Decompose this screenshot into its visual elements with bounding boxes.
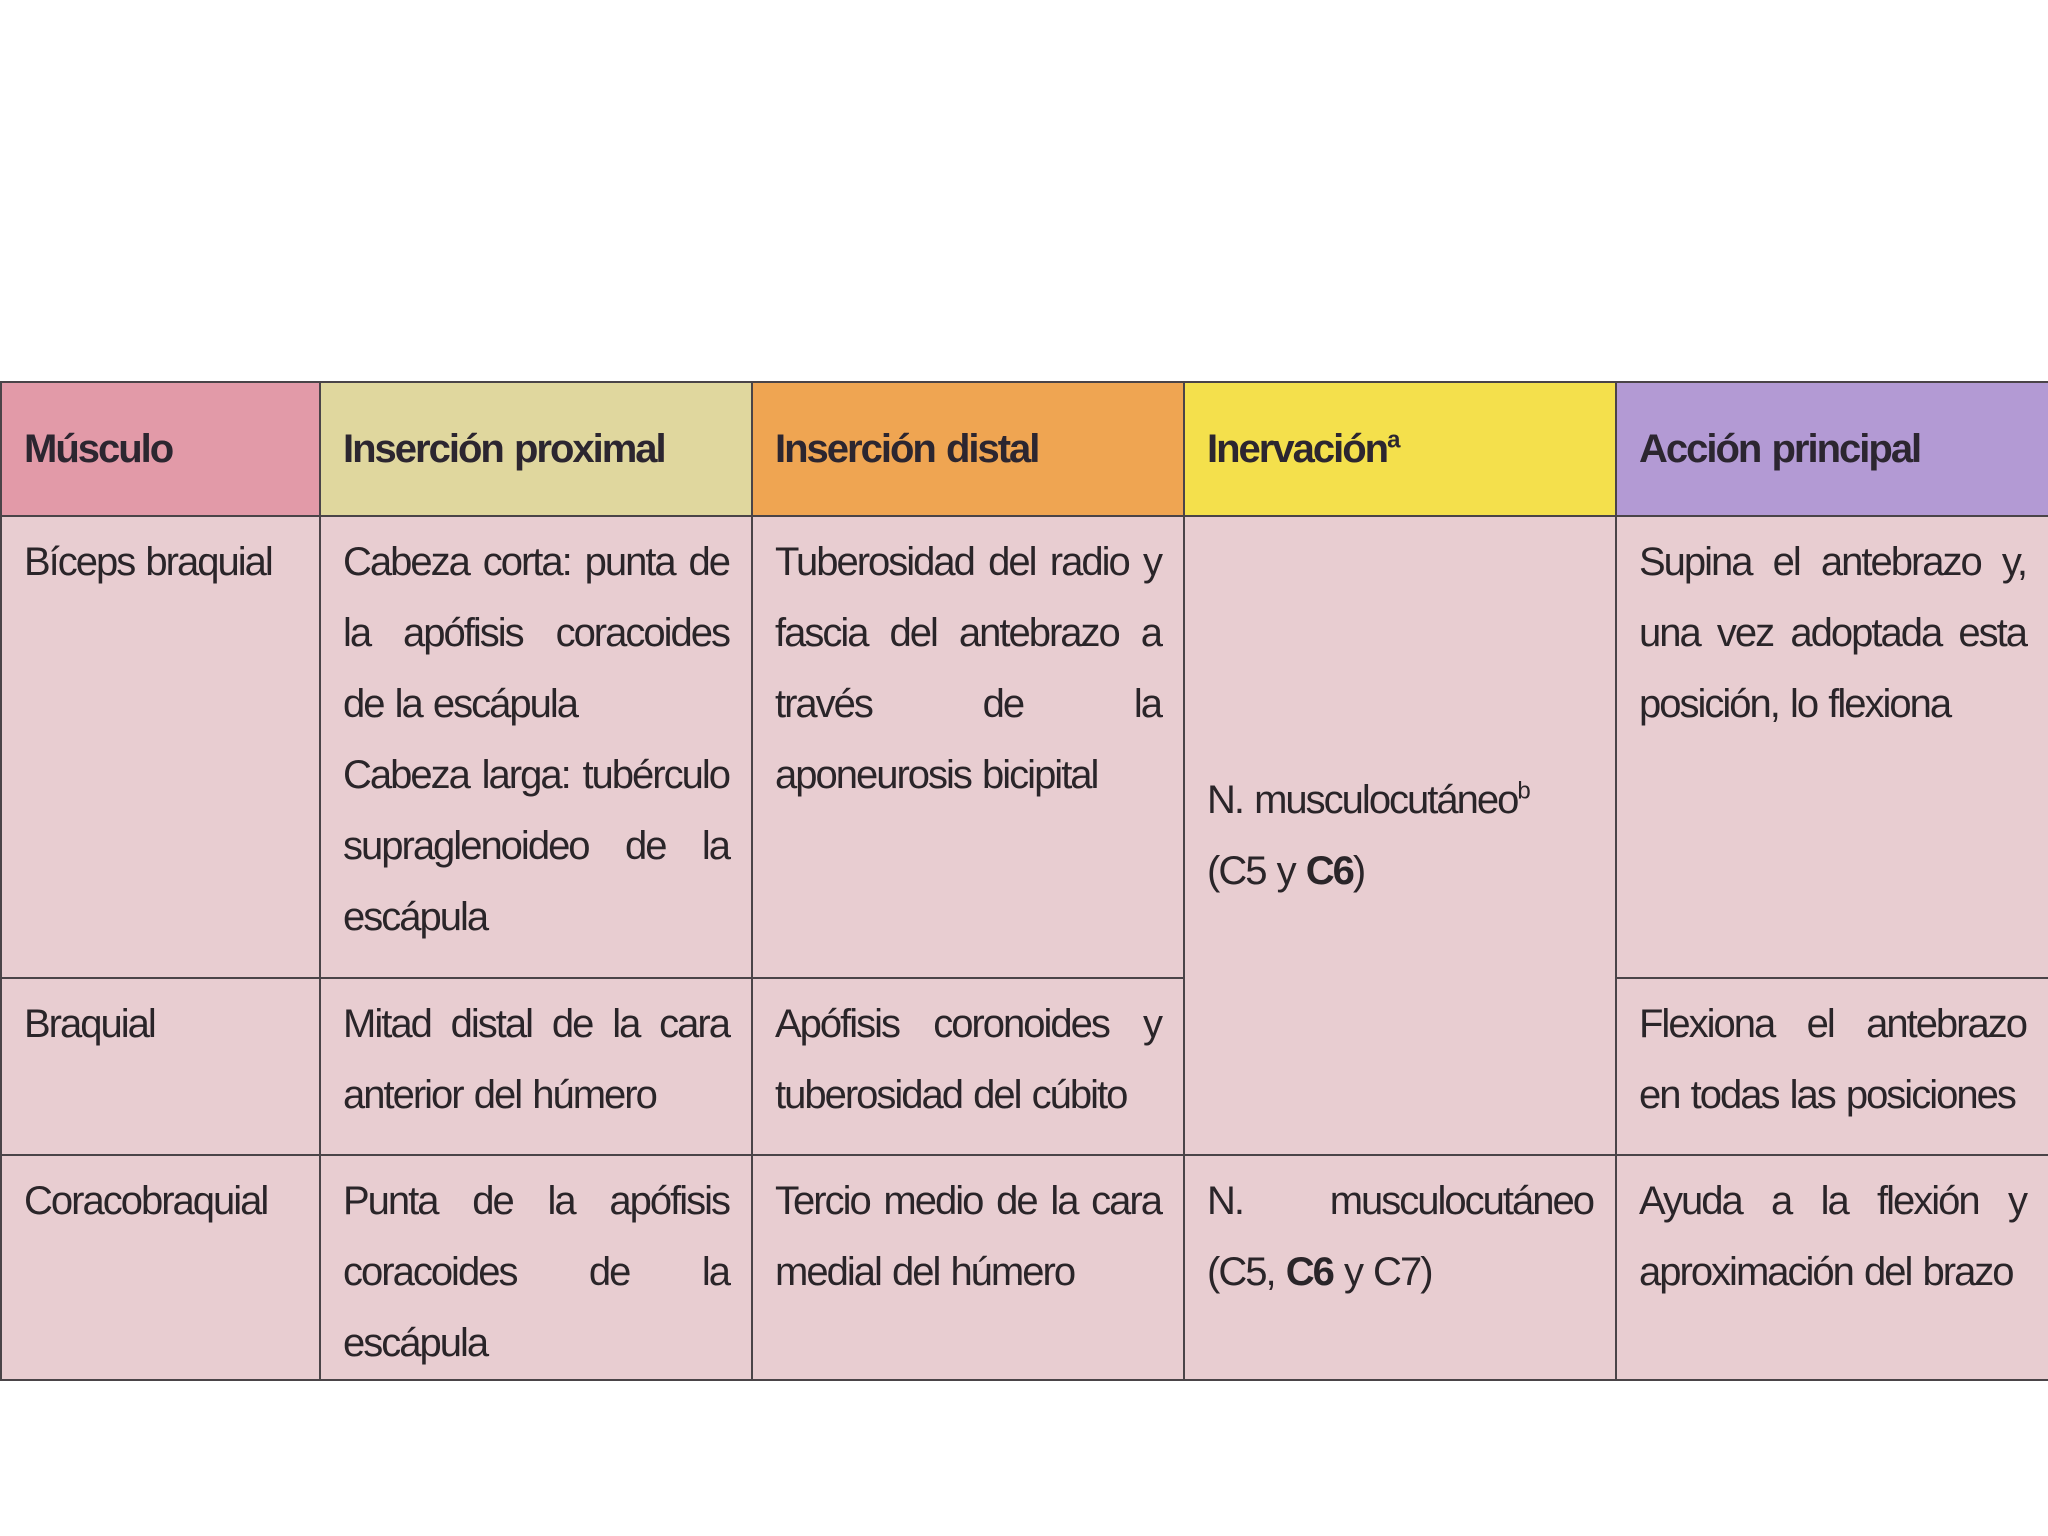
- cell-innervation-shared: [1184, 516, 1616, 1155]
- header-innervation-label: Inervación: [1207, 426, 1388, 471]
- muscle-table-container: [0, 381, 2048, 1365]
- header-proximal-insertion: Inserción proximal: [320, 382, 752, 516]
- cell-innervation-coracobraquial: [1184, 1155, 1616, 1380]
- cell-action-biceps: Supina el antebrazo y, una vez adoptada esta posición, lo flexiona: [1616, 516, 2048, 978]
- innervation-text-end: ): [1352, 848, 1365, 893]
- innervation-text-end: y C7): [1332, 1250, 1432, 1294]
- muscle-table: [0, 381, 2048, 1381]
- innervation-root-bold: C6: [1305, 848, 1353, 893]
- header-main-action: Acción principal: [1616, 382, 2048, 516]
- innervation-text-roots: (C5 y: [1207, 848, 1306, 893]
- header-innervation: [1184, 382, 1616, 516]
- header-muscle: Músculo: [1, 382, 320, 516]
- cell-action-coracobraquial: Ayuda a la flexión y aproximación del brazo: [1616, 1155, 2048, 1380]
- innervation-text: N. musculocutáneo: [1207, 777, 1518, 822]
- innervation-root-bold: C6: [1285, 1250, 1333, 1294]
- header-row: [1, 382, 2048, 516]
- cell-distal-braquial: Apófisis coronoides y tuberosidad del cúbito: [752, 978, 1184, 1155]
- table-row: [1, 516, 2048, 978]
- cell-action-braquial: Flexiona el antebrazo en todas las posiciones: [1616, 978, 2048, 1155]
- cell-proximal-biceps: [320, 516, 752, 978]
- table-row: [1, 978, 2048, 1155]
- proximal-long-head: Cabeza larga: tubérculo supraglenoideo de la escápula: [343, 753, 729, 939]
- cell-muscle-biceps: Bíceps braquial: [1, 516, 320, 978]
- footnote-marker-b: b: [1517, 777, 1529, 805]
- table-row: [1, 1155, 2048, 1380]
- cell-muscle-coracobraquial: Coracobraquial: [1, 1155, 320, 1380]
- cell-proximal-braquial: Mitad distal de la cara anterior del húmero: [320, 978, 752, 1155]
- cell-distal-coracobraquial: Tercio medio de la cara medial del húmero: [752, 1155, 1184, 1380]
- header-distal-insertion: Inserción distal: [752, 382, 1184, 516]
- cell-proximal-coracobraquial: Punta de la apófisis coracoides de la escápula: [320, 1155, 752, 1380]
- innervation-text: N. musculocutáneo (C5,: [1207, 1179, 1593, 1294]
- proximal-short-head: Cabeza corta: punta de la apófisis coracoides de la escápula: [343, 540, 729, 726]
- cell-distal-biceps: Tuberosidad del radio y fascia del antebrazo a través de la aponeurosis bicipital: [752, 516, 1184, 978]
- cell-muscle-braquial: Braquial: [1, 978, 320, 1155]
- footnote-marker-a: a: [1387, 426, 1399, 454]
